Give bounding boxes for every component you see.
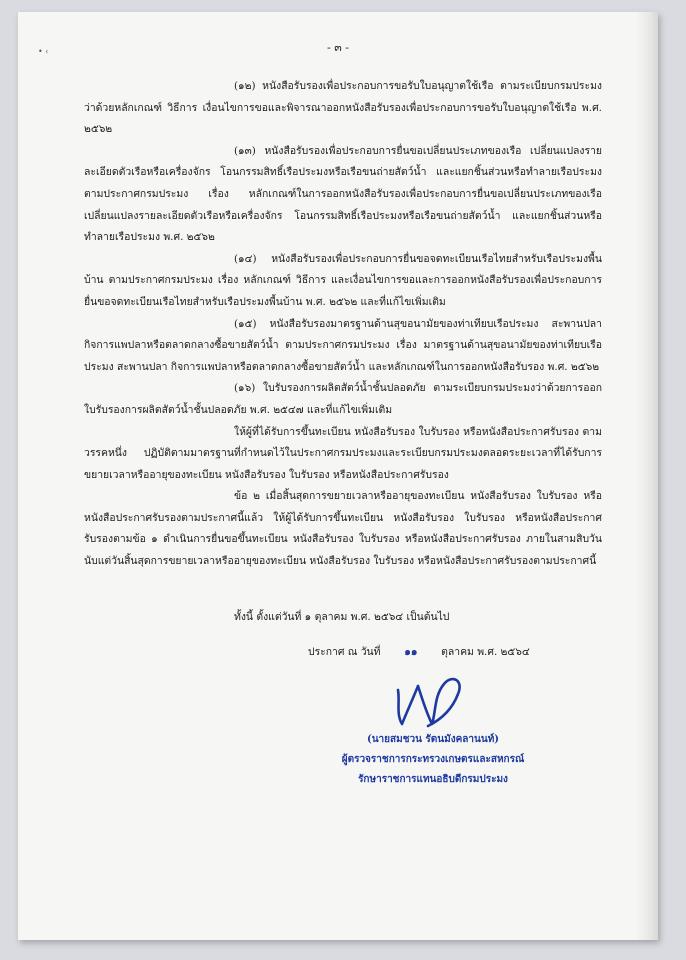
- signatory-position: ผู้ตรวจราชการกระทรวงเกษตรและสหกรณ์: [341, 754, 525, 765]
- effective-date: ทั้งนี้ ตั้งแต่วันที่ ๑ ตุลาคม พ.ศ. ๒๕๖๔ เป็นต้นไป: [234, 611, 450, 623]
- paragraph-item-16: (๑๖) ใบรับรองการผลิตสัตว์น้ำชั้นปลอดภัย ตามระเบียบกรมประมงว่าด้วยการออกใบรับรองการผลิตสัตว์น้ำชั้นปลอดภัย พ.ศ. ๒๕๔๗ และที่แก้ไขเพิ่มเติม: [84, 382, 602, 416]
- announcement-date: [308, 643, 530, 660]
- page-edge-shadow: [636, 12, 658, 940]
- paragraph-item-15: (๑๕) หนังสือรับรองมาตรฐานด้านสุขอนามัยของท่าเทียบเรือประมง สะพานปลา กิจการแพปลาหรือตลาดกลางซื้อขายสัตว์น้ำ ตามประกาศกรมประมง เรื่อง มาตรฐานด้านสุขอนามัยของท่าเทียบเรือประมง สะพานปลา กิจการแพปลาหรือตลาดกลางซื้อขายสัตว์น้ำ และหลักเกณฑ์ในการออกหนังสือรับรอง พ.ศ. ๒๕๖๒: [84, 317, 602, 373]
- document-page: [18, 12, 658, 940]
- signatory-block: [308, 730, 558, 790]
- signatory-name: (นายสมชวน รัตนมังคลานนท์): [366, 734, 500, 745]
- paragraph-compliance: ให้ผู้ที่ได้รับการขึ้นทะเบียน หนังสือรับรอง ใบรับรอง หรือหนังสือประกาศรับรอง ตามวรรคหนึ่ง ปฏิบัติตามมาตรฐานที่กำหนดไว้ในประกาศกรมประมงและระเบียบกรมประมงตลอดระยะเวลาที่ได้รับการขยายเวลาหรืออายุของทะเบียน หนังสือรับรอง ใบรับรอง หรือหนังสือประกาศรับรอง: [84, 425, 602, 481]
- handwritten-signature: [388, 674, 478, 730]
- paragraph-item-14: (๑๔) หนังสือรับรองเพื่อประกอบการยื่นขอจดทะเบียนเรือไทยสำหรับเรือประมงพื้นบ้าน ตามประกาศกรมประมง เรื่อง หลักเกณฑ์ วิธีการ และเงื่อนไขการขอและการออกหนังสือรับรองเพื่อประกอบการยื่นขอจดทะเบียนเรือไทยสำหรับเรือประมงพื้นบ้าน พ.ศ. ๒๕๖๒ และที่แก้ไขเพิ่มเติม: [84, 252, 602, 308]
- announcement-prefix: ประกาศ ณ วันที่: [308, 646, 381, 658]
- signatory-acting: รักษาราชการแทนอธิบดีกรมประมง: [358, 774, 508, 785]
- paragraph-item-12: (๑๒) หนังสือรับรองเพื่อประกอบการขอรับใบอนุญาตใช้เรือ ตามระเบียบกรมประมง ว่าด้วยหลักเกณฑ์ วิธีการ เงื่อนไขการขอและพิจารณาออกหนังสือรับรองเพื่อประกอบการขอรับใบอนุญาตใช้เรือ พ.ศ. ๒๕๖๒: [84, 80, 602, 136]
- document-body: [84, 76, 602, 573]
- announcement-day: ๑๑: [404, 646, 418, 658]
- paragraph-item-13: (๑๓) หนังสือรับรองเพื่อประกอบการยื่นขอเปลี่ยนประเภทของเรือ เปลี่ยนแปลงรายละเอียดตัวเรือหรือเครื่องจักร โอนกรรมสิทธิ์เรือประมงหรือเรือขนถ่ายสัตว์น้ำ และแยกชิ้นส่วนหรือทำลายเรือประมง ตามประกาศกรมประมง เรื่อง หลักเกณฑ์ในการออกหนังสือรับรองเพื่อประกอบการยื่นขอเปลี่ยนประเภทของเรือ เปลี่ยนแปลงรายละเอียดตัวเรือหรือเครื่องจักร โอนกรรมสิทธิ์เรือประมงหรือเรือขนถ่ายสัตว์น้ำ และแยกชิ้นส่วนหรือทำลายเรือประมง พ.ศ. ๒๕๖๒: [84, 144, 602, 244]
- announcement-suffix: ตุลาคม พ.ศ. ๒๕๖๔: [441, 646, 530, 658]
- paragraph-clause-2: ข้อ ๒ เมื่อสิ้นสุดการขยายเวลาหรืออายุของทะเบียน หนังสือรับรอง ใบรับรอง หรือหนังสือประกาศรับรองตามประกาศนี้แล้ว ให้ผู้ได้รับการขึ้นทะเบียน หนังสือรับรอง ใบรับรอง หรือหนังสือประกาศรับรองตามข้อ ๑ ดำเนินการยื่นขอขึ้นทะเบียน หนังสือรับรอง ใบรับรอง หรือหนังสือประกาศรับรอง ภายในสามสิบวันนับแต่วันสิ้นสุดการขยายเวลาหรืออายุของทะเบียน หนังสือรับรอง ใบรับรอง หรือหนังสือประกาศรับรองตามประกาศนี้: [84, 490, 602, 568]
- page-number: - ๓ -: [327, 41, 349, 54]
- corner-mark: • ‹: [38, 47, 49, 56]
